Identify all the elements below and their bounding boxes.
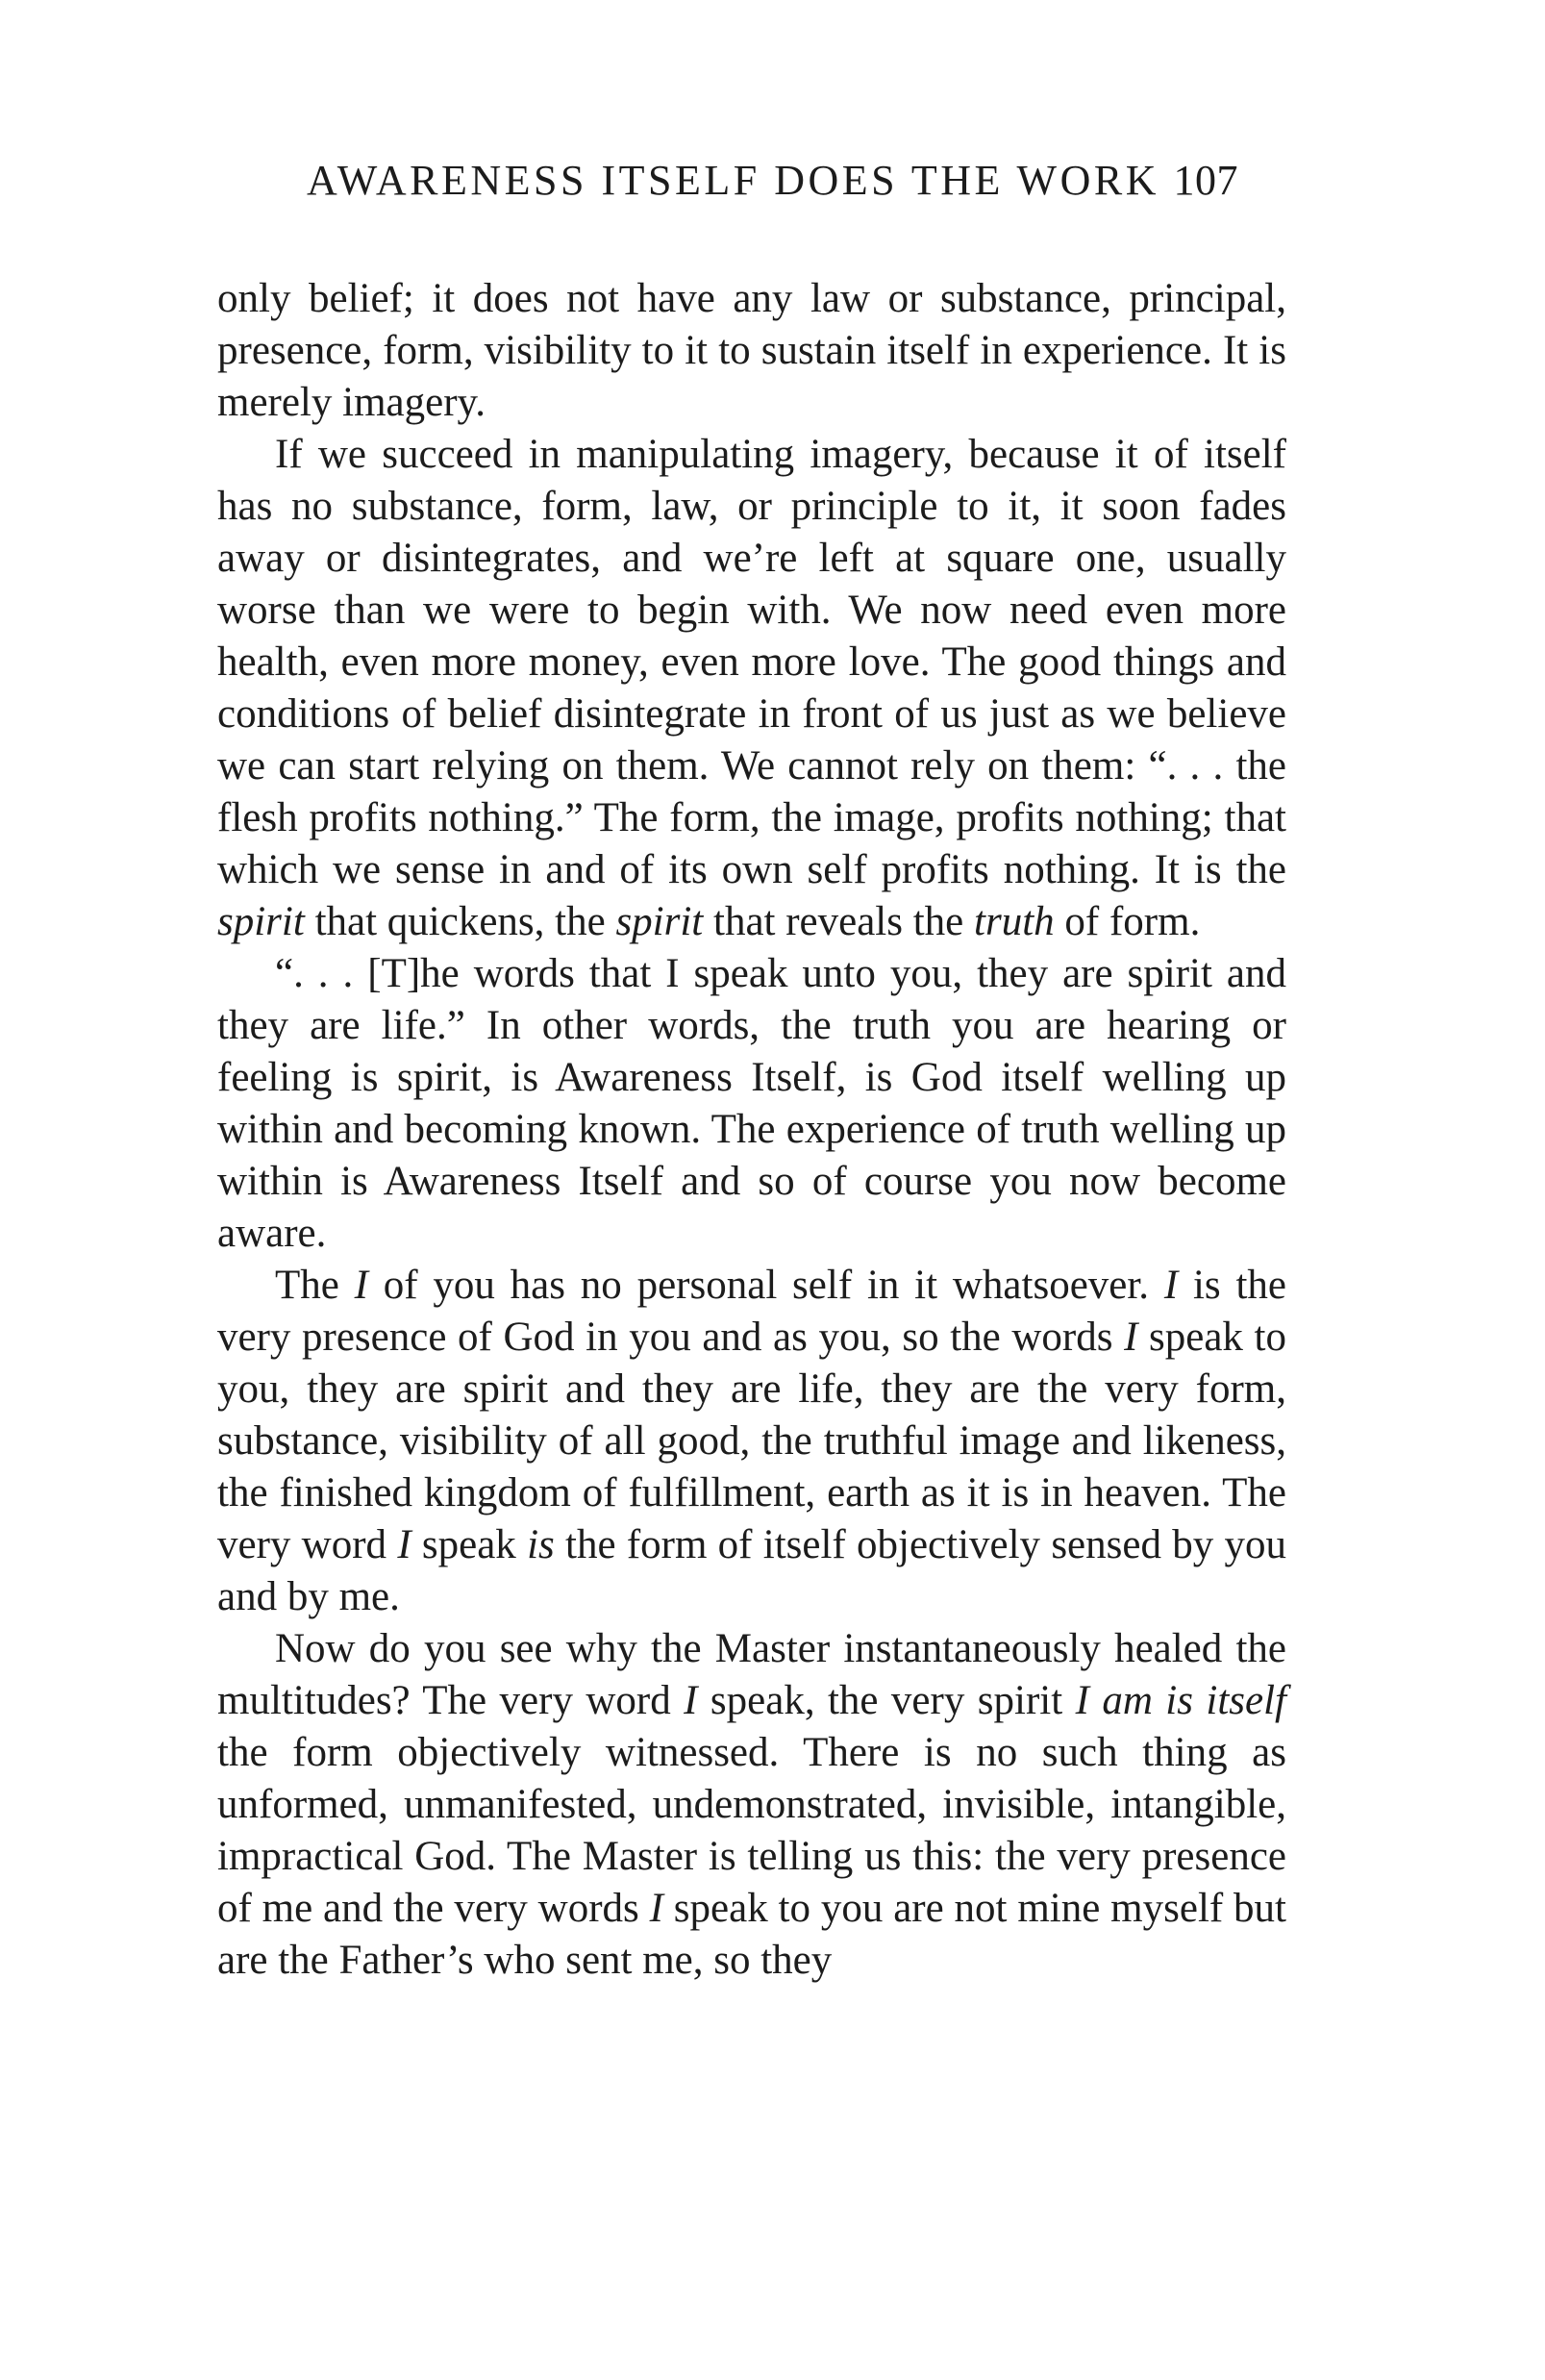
italic-text: spirit bbox=[217, 899, 305, 944]
text-run: the form objectively witnessed. There is no such thing as unformed, unmanifested, undemonstrated, invisible, intangible, impractical God. The Master is telling us this: the very presence of me and the very words bbox=[217, 1730, 1286, 1931]
text-run: the form of itself objectively sensed by you and by me. bbox=[217, 1522, 1286, 1619]
running-head bbox=[0, 154, 1545, 208]
italic-text: I am is itself bbox=[1075, 1678, 1286, 1723]
text-run: that quickens, the bbox=[304, 899, 616, 944]
italic-text: I bbox=[397, 1522, 411, 1567]
text-run: speak bbox=[411, 1522, 528, 1567]
paragraph bbox=[217, 1623, 1286, 1987]
running-title: AWARENESS ITSELF DOES THE WORK bbox=[307, 157, 1159, 204]
text-run: The bbox=[275, 1263, 355, 1308]
text-run: of you has no personal self in it whatsoever. bbox=[367, 1263, 1164, 1308]
text-run: of form. bbox=[1054, 899, 1201, 944]
italic-text: truth bbox=[974, 899, 1055, 944]
text-run: speak to you, they are spirit and they are life, they are the very form, substance, visibility of all good, the truthful image and likeness, the finished kingdom of fulfillment, earth as it is in heaven. The very word bbox=[217, 1315, 1286, 1567]
text-run: only belief; it does not have any law or substance, principal, presence, form, visibility to it to sustain itself in experience. It is merely imagery. bbox=[217, 276, 1286, 425]
text-run: If we succeed in manipulating imagery, because it of itself has no substance, form, law, or principle to it, it soon fades away or disintegrates, and we’re left at square one, usually worse than we were to begin with. We now need even more health, even more money, even more love. The good things and conditions of belief disintegrate in front of us just as we believe we can start relying on them. We cannot rely on them: “. . . the flesh profits nothing.” The form, the image, profits nothing; that which we sense in and of its own self profits nothing. It is the bbox=[217, 432, 1286, 892]
italic-text: is bbox=[527, 1522, 555, 1567]
text-run: speak, the very spirit bbox=[697, 1678, 1076, 1723]
italic-text: I bbox=[684, 1678, 698, 1723]
paragraph bbox=[217, 273, 1286, 429]
text-run: “. . . [T]he words that I speak unto you, they are spirit and they are life.” In other words, the truth you are hearing or feeling is spirit, is Awareness Itself, is God itself welling up within and becoming known. The experience of truth welling up within is Awareness Itself and so of course you now become aware. bbox=[217, 951, 1286, 1256]
page-number: 107 bbox=[1173, 157, 1238, 204]
paragraph bbox=[217, 948, 1286, 1260]
text-run: Now do you see why the Master instantaneously healed the multitudes? The very word bbox=[217, 1626, 1286, 1723]
body-text bbox=[217, 273, 1286, 1987]
italic-text: I bbox=[649, 1886, 663, 1931]
paragraph bbox=[217, 1260, 1286, 1623]
italic-text: I bbox=[1163, 1263, 1179, 1308]
text-run: is the very presence of God in you and as you, so the words bbox=[217, 1263, 1286, 1360]
italic-text: spirit bbox=[615, 899, 704, 944]
text-run: speak to you are not mine myself but are the Father’s who sent me, so they bbox=[217, 1886, 1287, 1983]
paragraph bbox=[217, 429, 1286, 948]
italic-text: I bbox=[354, 1263, 368, 1308]
text-run: that reveals the bbox=[703, 899, 975, 944]
italic-text: I bbox=[1124, 1315, 1138, 1360]
